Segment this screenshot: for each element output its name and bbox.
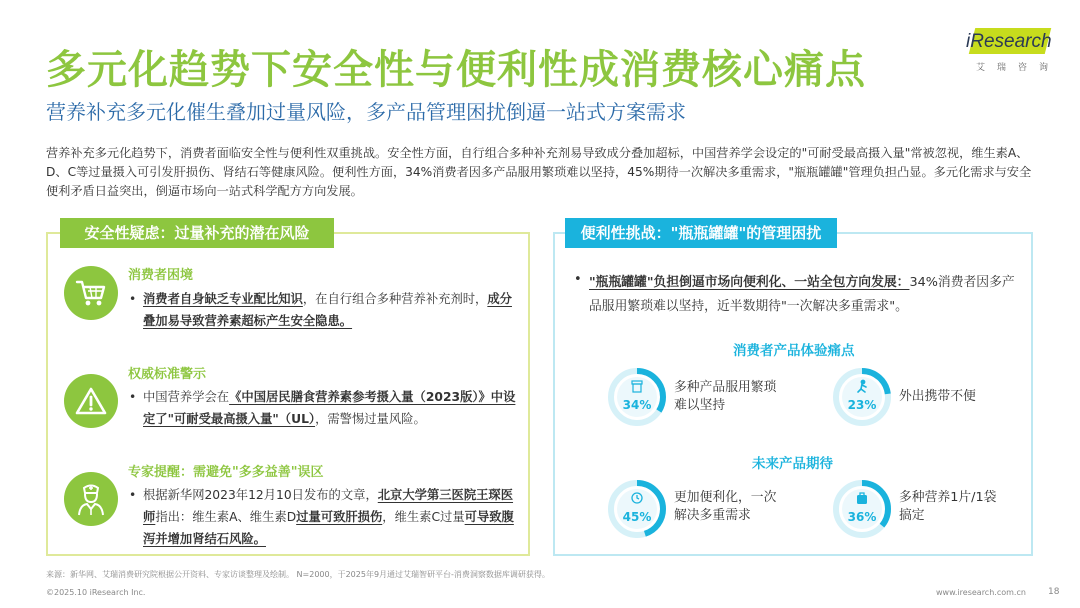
convenience-lead: "瓶瓶罐罐"负担倒逼市场向便利化、一站全包方向发展：34%消费者因多产品服用繁琐难以坚持，近半数期待"一次解决多重需求"。 — [589, 275, 1015, 314]
section-title-consumer-dilemma: 消费者困境 — [128, 268, 194, 283]
copyright: ©2025.10 iResearch Inc. — [46, 588, 146, 597]
section-title-expert-reminder: 专家提醒：需避免"多多益善"误区 — [128, 465, 324, 480]
svg-text:36%: 36% — [847, 510, 877, 524]
doctor-icon — [64, 472, 118, 526]
iresearch-logo — [948, 26, 1061, 73]
convenience-panel-tab: 便利性挑战："瓶瓶罐罐"的管理困扰 — [565, 218, 837, 248]
page-number: 18 — [1048, 587, 1060, 597]
section-body-authority-warning: • 中国营养学会在《中国居民膳食营养素参考摄入量（2023版）》中设定了"可耐受最高摄入量"（UL），需警惕过量风险。 — [129, 390, 516, 426]
safety-panel-tab: 安全性疑虑：过量补充的潜在风险 — [60, 218, 334, 248]
warning-icon — [64, 374, 118, 428]
page-title: 多元化趋势下安全性与便利性成消费核心痛点 — [46, 47, 866, 93]
svg-text:45%: 45% — [622, 510, 652, 524]
pain-label-1: 外出携带不便 — [899, 389, 976, 404]
bullet-mark: • — [574, 272, 582, 287]
dial-pain-0 — [606, 366, 668, 428]
pain-points-title: 消费者产品体验痛点 — [733, 343, 855, 359]
dial-pain-1 — [831, 366, 893, 428]
svg-text:34%: 34% — [622, 398, 652, 412]
intro-paragraph: 营养补充多元化趋势下，消费者面临安全性与便利性双重挑战。安全性方面，自行组合多种补充剂易导致成分叠加超标，中国营养学会设定的"可耐受最高摄入量"常被忽视，维生素A、D、C等过量摄入可引发肝损伤、肾结石等健康风险。便利性方面，34%消费者因多产品服用繁琐难以坚持，45%期待一次解决多重需求，"瓶瓶罐罐"管理负担凸显。多元化需求与安全便利矛盾日益突出，倒逼市场向一站式科学配方方向发展。 — [46, 146, 1032, 198]
expect-label-1: 多种营养1片/1袋搞定 — [899, 490, 997, 523]
logo-text: iResearch — [966, 31, 1052, 52]
expectations-title: 未来产品期待 — [752, 456, 833, 472]
shopping-cart-icon — [64, 266, 118, 320]
source-note: 来源：新华网、艾瑞消费研究院根据公开资料、专家访谈整理及绘制。 N=2000，于2025年9月通过艾瑞智研平台-消费洞察数据库调研获得。 — [46, 570, 550, 579]
pain-label-0: 多种产品服用繁琐难以坚持 — [674, 380, 777, 413]
dial-expect-1 — [831, 478, 893, 540]
section-title-authority-warning: 权威标准警示 — [128, 367, 207, 382]
website-link[interactable]: www.iresearch.com.cn — [936, 588, 1026, 597]
page-subtitle: 营养补充多元化催生叠加过量风险，多产品管理困扰倒逼一站式方案需求 — [46, 100, 686, 124]
logo-subtext: 艾瑞咨询 — [976, 63, 1061, 73]
section-body-expert-reminder: • 根据新华网2023年12月10日发布的文章，北京大学第三医院王琛医师指出：维生素A、维生素D过量可致肝损伤，维生素C过量可导致腹泻并增加肾结石风险。 — [129, 488, 514, 546]
svg-text:23%: 23% — [847, 398, 877, 412]
expect-label-0: 更加便利化，一次解决多重需求 — [674, 490, 777, 523]
dial-expect-0 — [606, 478, 668, 540]
section-body-consumer-dilemma: • 消费者自身缺乏专业配比知识，在自行组合多种营养补充剂时，成分叠加易导致营养素超标产生安全隐患。 — [129, 292, 512, 328]
